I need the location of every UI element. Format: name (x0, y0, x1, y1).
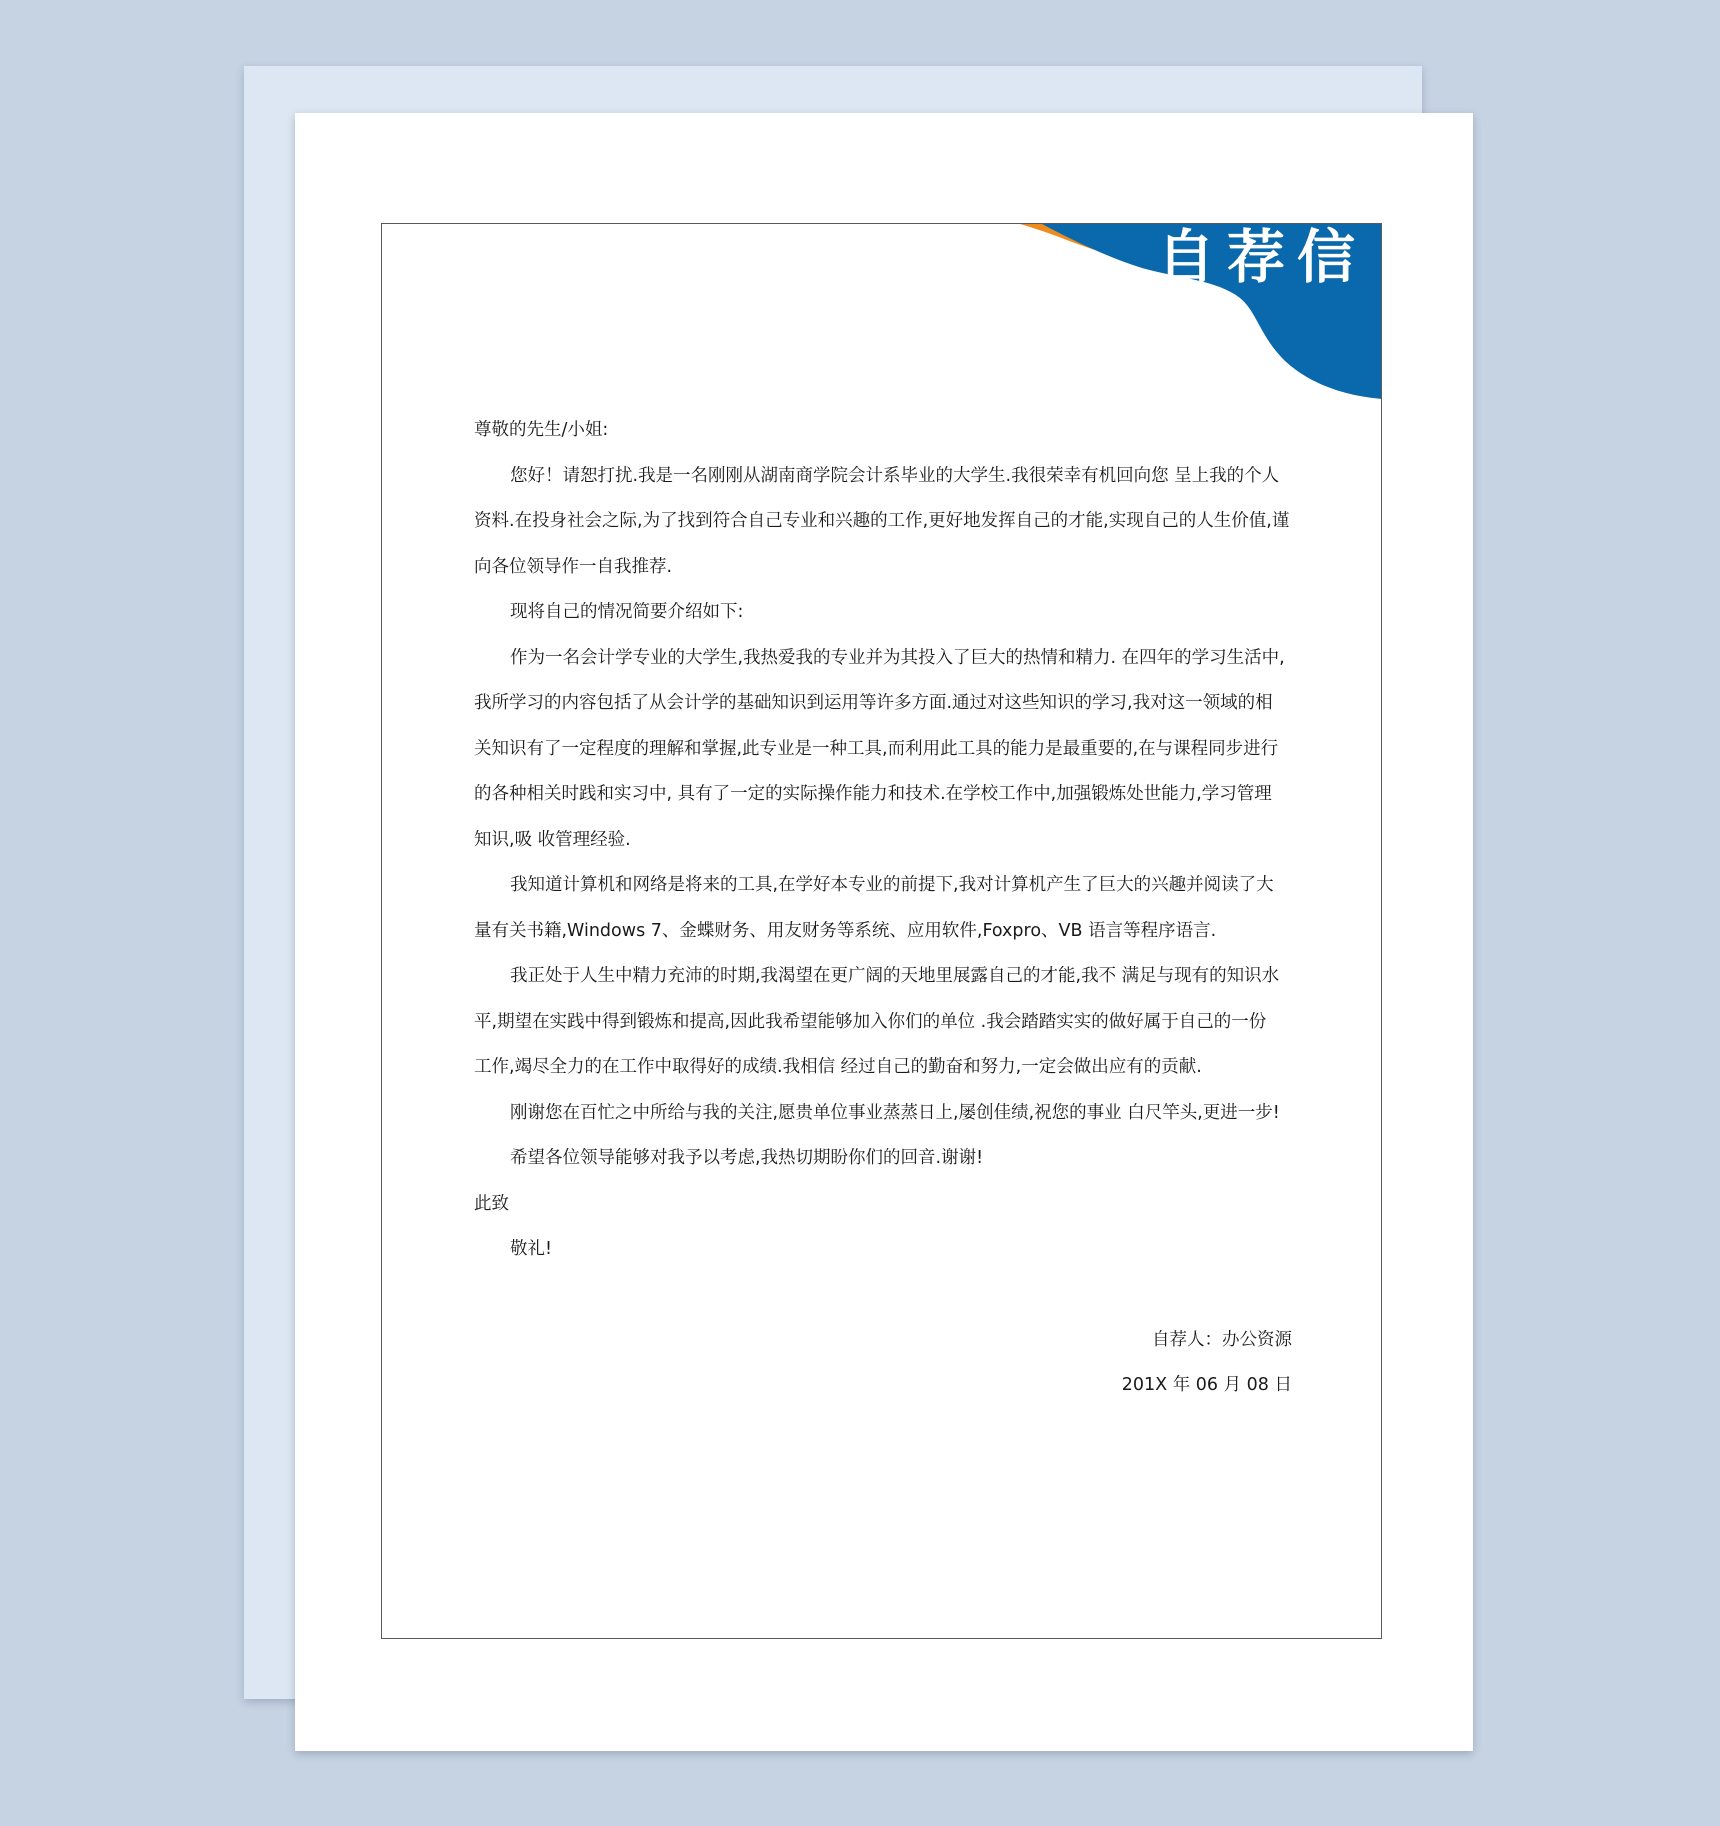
body-line: 刚谢您在百忙之中所给与我的关注,愿贵单位事业蒸蒸日上,屡创佳绩,祝您的事业 白尺竿头,更进一步! (510, 1102, 1280, 1123)
body-line: 的各种相关时践和实习中, 具有了一定的实际操作能力和技术.在学校工作中,加强锻炼处世能力,学习管理 (474, 784, 1272, 804)
body-paragraphs (474, 454, 1294, 1182)
body-line: 我所学习的内容包括了从会计学的基础知识到运用等许多方面.通过对这些知识的学习,我对这一领域的相 (474, 693, 1273, 713)
body-line: 您好！请恕打扰.我是一名刚刚从湖南商学院会计系毕业的大学生.我很荣幸有机回向您 呈上我的个人 (510, 465, 1280, 486)
body-line: 工作,竭尽全力的在工作中取得好的成绩.我相信 经过自己的勤奋和努力,一定会做出应有的贡献. (474, 1057, 1202, 1077)
body-line: 知识,吸 收管理经验. (474, 829, 631, 850)
body-line: 平,期望在实践中得到锻炼和提高,因此我希望能够加入你们的单位 .我会踏踏实实的做好属于自己的一份 (474, 1011, 1267, 1032)
body-line: 向各位领导作一自我推荐. (474, 556, 673, 577)
body-line: 现将自己的情况简要介绍如下: (510, 602, 744, 622)
regards: 敬礼! (510, 1239, 553, 1259)
signature-block (1000, 1318, 1292, 1408)
signature: 自荐人：办公资源 (1152, 1330, 1292, 1350)
body-line: 量有关书籍,Windows 7、金蝶财务、用友财务等系统、应用软件,Foxpro、VB 语言等程序语言. (474, 920, 1217, 941)
body-line: 我正处于人生中精力充沛的时期,我渴望在更广阔的天地里展露自己的才能,我不 满足与现有的知识水 (510, 966, 1280, 986)
letter-title: 自荐信 (1156, 223, 1367, 291)
body-line: 我知道计算机和网络是将来的工具,在学好本专业的前提下,我对计算机产生了巨大的兴趣并阅读了大 (510, 875, 1274, 895)
salutation: 尊敬的先生/小姐: (474, 420, 609, 440)
body-line: 关知识有了一定程度的理解和掌握,此专业是一种工具,而利用此工具的能力是最重要的,在与课程同步进行 (474, 738, 1279, 759)
letter-body (474, 408, 1294, 1273)
body-line: 资料.在投身社会之际,为了找到符合自己专业和兴趣的工作,更好地发挥自己的才能,实现自己的人生价值,谨 (474, 511, 1290, 531)
closing: 此致 (474, 1193, 509, 1214)
body-line: 希望各位领导能够对我予以考虑,我热切期盼你们的回音.谢谢! (510, 1148, 984, 1168)
letter-date: 201X 年 06 月 08 日 (1121, 1375, 1292, 1395)
body-line: 作为一名会计学专业的大学生,我热爱我的专业并为其投入了巨大的热情和精力. 在四年的学习生活中, (510, 647, 1285, 668)
